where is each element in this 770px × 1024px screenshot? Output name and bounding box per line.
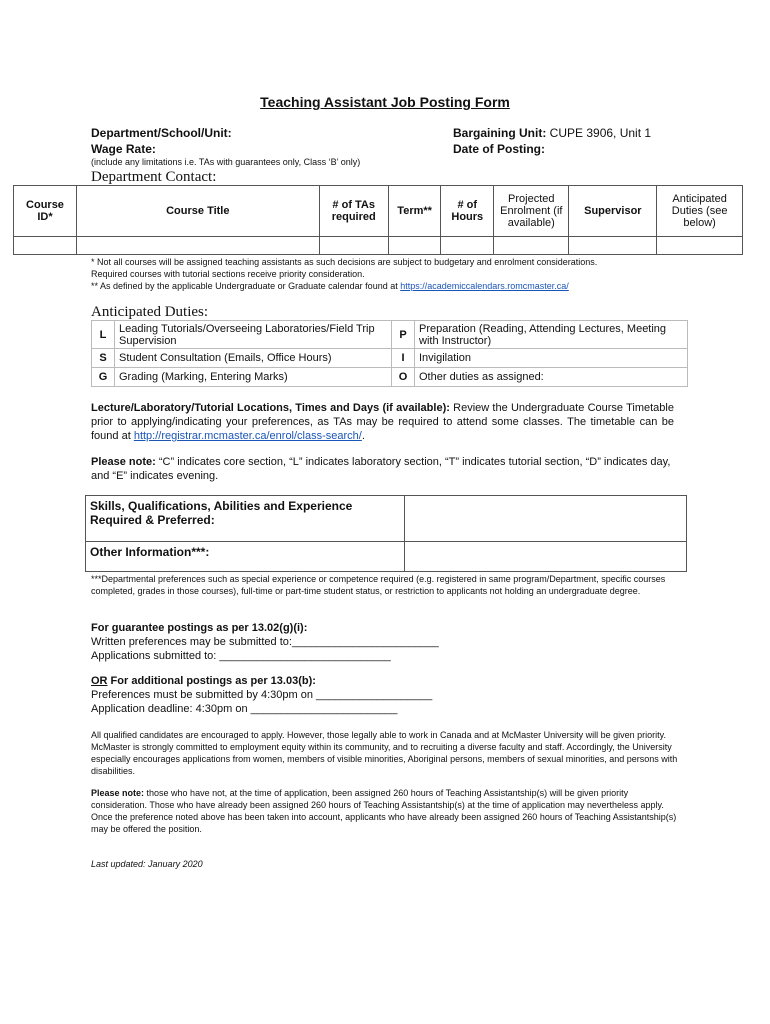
please-note-bold: Please note: — [91, 456, 156, 468]
cell-duties[interactable] — [657, 237, 743, 255]
header-duties: Anticipated Duties (see below) — [657, 186, 743, 237]
guarantee-heading: For guarantee postings as per 13.02(g)(i): — [91, 622, 308, 634]
cell-hours[interactable] — [441, 237, 494, 255]
duties-row — [92, 349, 688, 368]
cell-num-tas[interactable] — [319, 237, 388, 255]
locations-bold: Lecture/Laboratory/Tutorial Locations, Times and Days (if available): — [91, 402, 450, 414]
dept-label: Department/School/Unit: — [91, 126, 232, 140]
guarantee-line-2: Applications submitted to: ____________________________ — [91, 650, 391, 662]
header-enrolment: Projected Enrolment (if available) — [494, 186, 569, 237]
duties-heading: Anticipated Duties: — [91, 304, 209, 320]
additional-heading-text: For additional postings as per 13.03(b): — [107, 675, 316, 687]
last-updated: Last updated: January 2020 — [91, 859, 203, 869]
dept-preferences-note: ***Departmental preferences such as special experience or competence required (e.g. registered in same program/Department, specific courses completed, grades in those courses), full-time or part-time student status, or restriction to applicants not holding an undergraduate degree. — [91, 574, 666, 596]
header-hours: # of Hours — [441, 186, 494, 237]
other-info-label: Other Information***: — [86, 542, 405, 572]
duty-code-o: O — [392, 368, 415, 387]
timetable-link[interactable]: http://registrar.mcmaster.ca/enrol/class-search/ — [133, 430, 362, 442]
cell-enrolment[interactable] — [494, 237, 569, 255]
cell-supervisor[interactable] — [569, 237, 657, 255]
duties-table — [91, 320, 688, 387]
wage-label: Wage Rate: — [91, 142, 156, 156]
cell-term[interactable] — [388, 237, 441, 255]
guarantee-section — [91, 621, 681, 663]
course-table-header-row — [14, 186, 743, 237]
duties-row — [92, 321, 688, 349]
or-label: OR — [91, 675, 108, 687]
duty-code-g: G — [92, 368, 115, 387]
date-label: Date of Posting: — [453, 142, 545, 156]
locations-paragraph — [91, 401, 674, 443]
duty-desc: Other duties as assigned: — [415, 368, 688, 387]
guarantee-line-1: Written preferences may be submitted to:________________________ — [91, 636, 439, 648]
cell-course-id[interactable] — [14, 237, 77, 255]
note-line-3 — [91, 280, 691, 292]
cell-course-title[interactable] — [76, 237, 319, 255]
bargaining-value: CUPE 3906, Unit 1 — [549, 126, 652, 140]
note-line-3-text: ** As defined by the applicable Undergraduate or Graduate calendar found at — [91, 281, 401, 291]
course-notes — [91, 256, 691, 292]
duty-code-s: S — [92, 349, 115, 368]
header-course-title: Course Title — [76, 186, 319, 237]
skills-label: Skills, Qualifications, Abilities and Experience Required & Preferred: — [86, 496, 405, 542]
header-course-id: Course ID* — [14, 186, 77, 237]
course-table-row — [14, 237, 743, 255]
duty-desc: Preparation (Reading, Attending Lectures, Meeting with Instructor) — [415, 321, 688, 349]
form-title: Teaching Assistant Job Posting Form — [260, 94, 510, 110]
duty-desc: Grading (Marking, Entering Marks) — [115, 368, 392, 387]
duty-desc: Invigilation — [415, 349, 688, 368]
wage-note: (include any limitations i.e. TAs with guarantees only, Class ‘B’ only) — [91, 157, 361, 167]
course-table — [13, 185, 743, 255]
bargaining-unit — [453, 126, 651, 140]
skills-field[interactable] — [405, 496, 687, 542]
additional-section — [91, 674, 681, 716]
additional-line-1: Preferences must be submitted by 4:30pm on ___________________ — [91, 689, 433, 701]
duty-code-l: L — [92, 321, 115, 349]
priority-paragraph — [91, 787, 685, 835]
other-info-field[interactable] — [405, 542, 687, 572]
additional-line-2: Application deadline: 4:30pm on ________________________ — [91, 703, 398, 715]
header-supervisor: Supervisor — [569, 186, 657, 237]
please-note-text: “C” indicates core section, “L” indicates laboratory section, “T” indicates tutorial section, “D” indicates day, and “E” indicates evening. — [91, 456, 671, 482]
duty-code-p: P — [392, 321, 415, 349]
duties-row — [92, 368, 688, 387]
additional-heading — [91, 674, 681, 688]
bargaining-label: Bargaining Unit: — [453, 126, 547, 140]
skills-row — [86, 496, 687, 542]
locations-end: . — [361, 430, 365, 442]
priority-bold: Please note: — [91, 788, 145, 798]
header-term: Term** — [388, 186, 441, 237]
header-num-tas: # of TAs required — [319, 186, 388, 237]
skills-table — [85, 495, 687, 572]
please-note-paragraph — [91, 455, 674, 483]
contact-label: Department Contact: — [91, 169, 217, 185]
locations-text: Review the Undergraduate Course Timetable prior to applying/indicating your preferences, as TAs may be required to attend some classes. The timetable can be found at — [91, 402, 674, 442]
note-line-2: Required courses with tutorial sections receive priority consideration. — [91, 269, 365, 279]
calendar-link[interactable]: https://academiccalendars.romcmaster.ca/ — [400, 281, 569, 291]
other-info-row — [86, 542, 687, 572]
note-line-1: * Not all courses will be assigned teaching assistants as such decisions are subject to budgetary and enrolment considerations. — [91, 257, 598, 267]
equity-paragraph: All qualified candidates are encouraged to apply. However, those legally able to work in Canada and at McMaster University will be given priority. McMaster is strongly committed to employment equity within its community, and to recruiting a diverse faculty and staff. Accordingly, the University especially encourages applications from women, members of visible minorities, Aboriginal persons, members of sexual minorities, and persons with disabilities. — [91, 730, 678, 776]
duty-code-i: I — [392, 349, 415, 368]
duty-desc: Leading Tutorials/Overseeing Laboratories/Field Trip Supervision — [115, 321, 392, 349]
priority-text: those who have not, at the time of application, been assigned 260 hours of Teaching Assistantship(s) will be given priority consideration. Those who have already been assigned 260 hours of Teaching Assistantship(s) at the time of application may nevertheless apply. Once the preference noted above has been taken into account, applicants who have already been assigned 260 hours of Teaching Assistantship(s) may be offered the position. — [91, 788, 677, 834]
duty-desc: Student Consultation (Emails, Office Hours) — [115, 349, 392, 368]
